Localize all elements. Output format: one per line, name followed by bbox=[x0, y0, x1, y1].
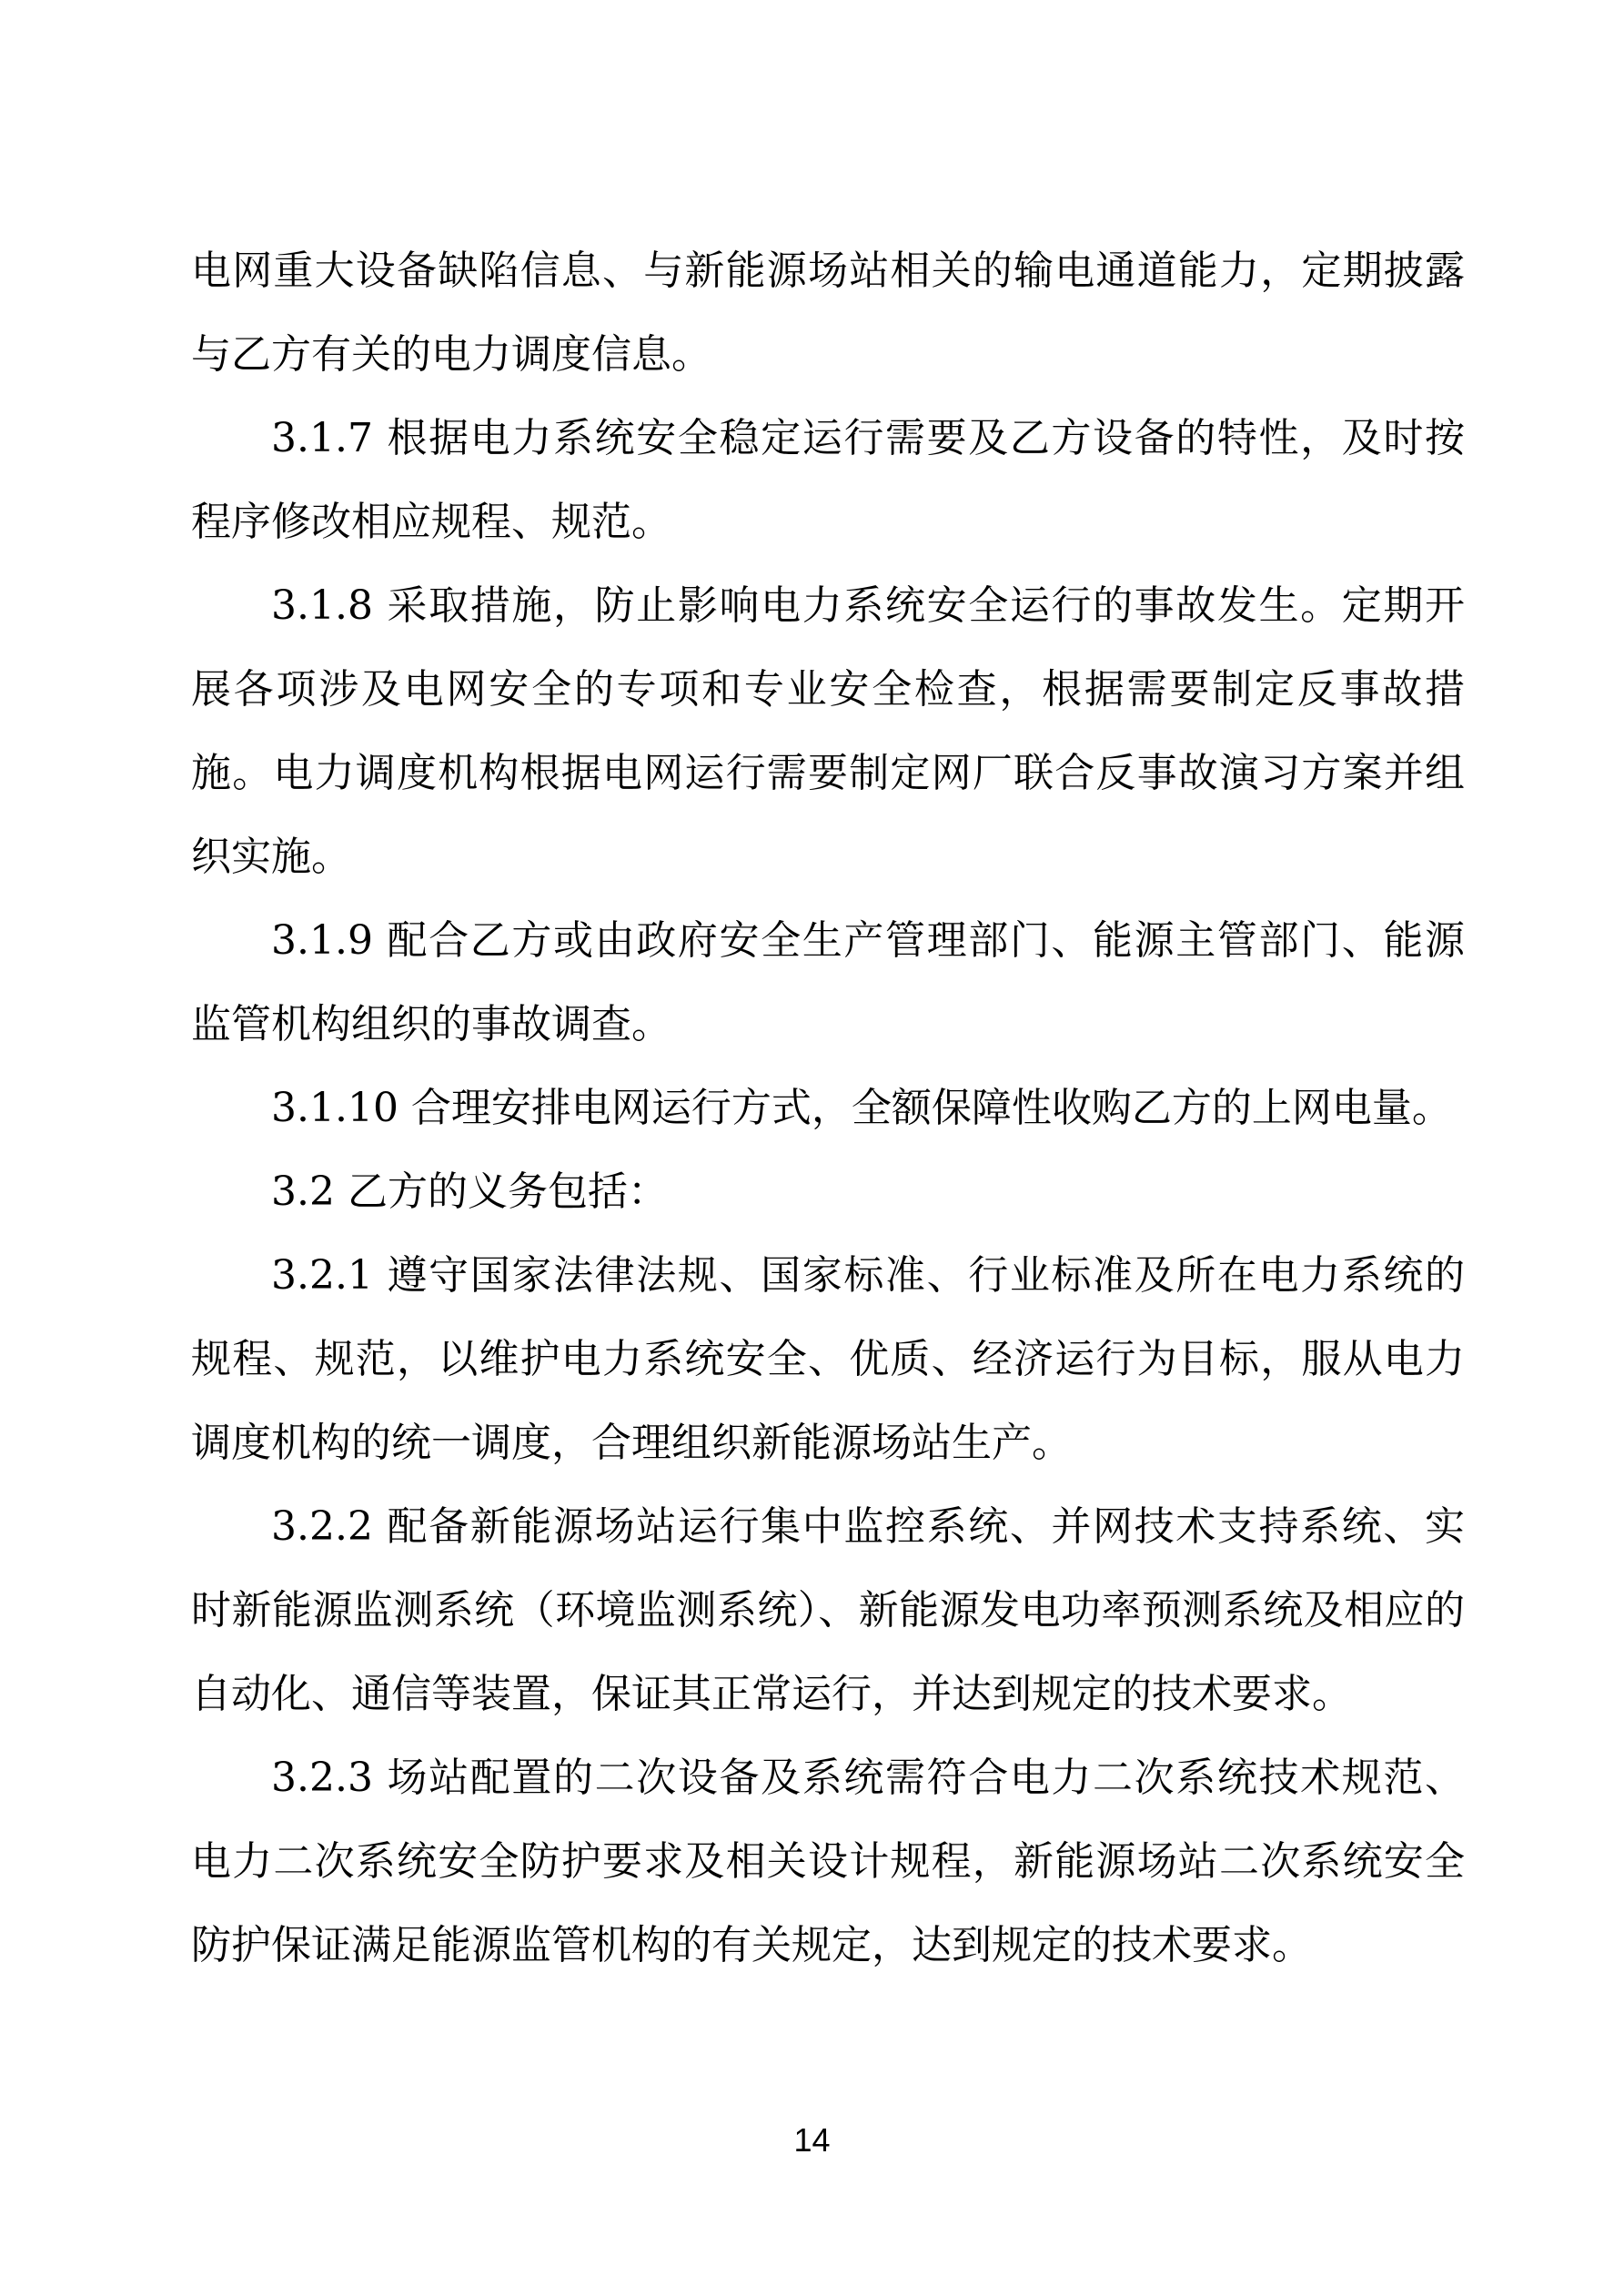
paragraph-3-2-3: 3.2.3 场站配置的二次设备及系统需符合电力二次系统技术规范、电力二次系统安全防护要求及相关设计规程，新能源场站二次系统安全防护保证满足能源监管机构的有关规定，达到规定的技术要求。 bbox=[191, 1755, 1465, 1968]
paragraph-3-2: 3.2 乙方的义务包括： bbox=[271, 1168, 668, 1215]
paragraph-3-2-1: 3.2.1 遵守国家法律法规、国家标准、行业标准及所在电力系统的规程、规范，以维护电力系统安全、优质、经济运行为目标，服从电力调度机构的统一调度，合理组织新能源场站生产。 bbox=[191, 1252, 1465, 1466]
page-number: 14 bbox=[793, 2121, 831, 2159]
body-text bbox=[191, 229, 1465, 1988]
paragraph-3-1-8: 3.1.8 采取措施，防止影响电力系统安全运行的事故发生。定期开展各项涉及电网安全的专项和专业安全检查，根据需要制定反事故措施。电力调度机构根据电网运行需要制定网厂联合反事故演习方案并组织实施。 bbox=[191, 582, 1465, 880]
paragraph-3-1-9: 3.1.9 配合乙方或由政府安全生产管理部门、能源主管部门、能源监管机构组织的事故调查。 bbox=[191, 917, 1465, 1047]
paragraph-3-1-10: 3.1.10 合理安排电网运行方式，全额保障性收购乙方的上网电量。 bbox=[271, 1085, 1452, 1131]
paragraph-3-2-2: 3.2.2 配备新能源场站运行集中监控系统、并网技术支持系统、实时新能源监测系统（环境监测系统）、新能源发电功率预测系统及相应的自动化、通信等装置，保证其正常运行，并达到规定的技术要求。 bbox=[191, 1503, 1465, 1717]
paragraph-continuation: 电网重大设备缺陷信息、与新能源场站相关的输电通道能力，定期披露与乙方有关的电力调度信息。 bbox=[191, 248, 1465, 378]
paragraph-3-1-7: 3.1.7 根据电力系统安全稳定运行需要及乙方设备的特性，及时按程序修改相应规程、规范。 bbox=[191, 415, 1465, 545]
